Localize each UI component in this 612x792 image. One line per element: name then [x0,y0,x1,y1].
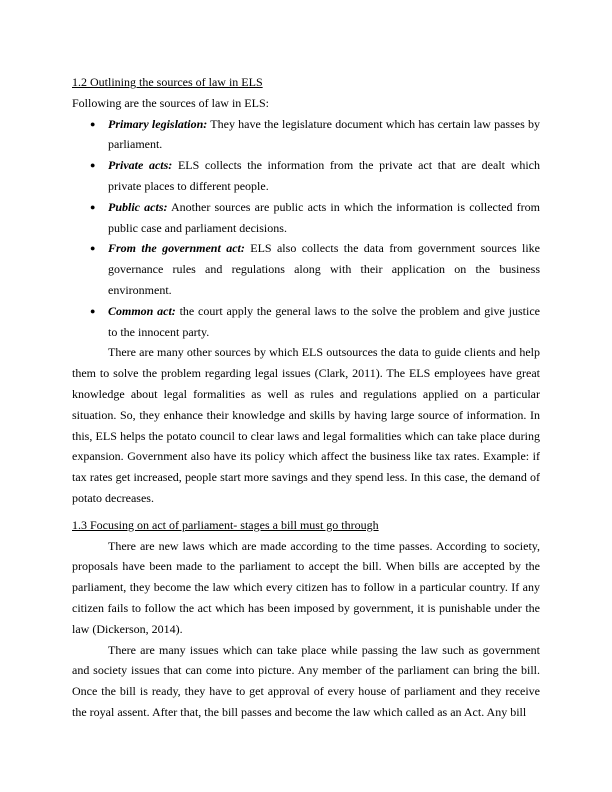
section-heading-1-3: 1.3 Focusing on act of parliament- stages a bill must go through [72,517,379,532]
section-intro: Following are the sources of law in ELS: [72,95,269,110]
sources-list [72,114,540,343]
list-item-term: Public acts: [108,199,168,214]
list-item-term: From the government act: [108,241,245,256]
list-item-text: Another sources are public acts in which the information is collected from public case and parliament decisions. [108,199,541,235]
document-page [72,72,540,723]
list-item-term: Private acts: [108,158,173,173]
body-paragraph: There are new laws which are made according to the time passes. According to society, proposals have been made to the parliament to accept the bill. When bills are accepted by the parliament, they become the law which every citizen has to follow in a particular country. If any citizen fails to follow the act which has been imposed by government, it is punishable under the law (Dickerson, 2014). [72,538,540,636]
bullet-icon: ● [90,243,96,254]
list-item [72,238,540,300]
list-item-term: Primary legislation: [108,116,208,131]
list-item-text: ELS collects the information from the private act that are dealt which private places to different people. [108,158,540,193]
bullet-icon: ● [90,305,96,316]
bullet-icon: ● [90,118,96,129]
list-item [72,197,540,239]
list-item-text: They have the legislature document which has certain law passes by parliament. [108,116,540,152]
body-paragraph: There are many issues which can take place while passing the law such as government and society issues that can come into picture. Any member of the parliament can bring the bill. Once the bill is ready, they have to get approval of every house of parliament and they receive the royal assent. After that, the bill passes and become the law which called as an Act. Any bill [72,642,540,719]
list-item [72,114,540,156]
bullet-icon: ● [90,201,96,212]
list-item [72,155,540,197]
list-item-text: ELS also collects the data from government sources like governance rules and regulations along with their application on the business environment. [108,241,540,297]
section-heading-1-2: 1.2 Outlining the sources of law in ELS [72,75,263,89]
list-item [72,301,540,343]
bullet-icon: ● [90,160,96,171]
list-item-text: the court apply the general laws to the solve the problem and give justice to the innocent party. [108,303,540,339]
list-item-term: Common act: [108,303,176,318]
body-paragraph: There are many other sources by which ELS outsources the data to guide clients and help them to solve the problem regarding legal issues (Clark, 2011). The ELS employees have great knowledge about legal formalities as well as rules and regulations applied on a particular situation. So, they enhance their knowledge and skills by having large source of information. In this, ELS helps the potato council to clear laws and legal formalities which can take place during expansion. Government also have its policy which affect the business like tax rates. Example: if tax rates get increased, people start more savings and they spend less. In this case, the demand of potato decreases. [72,345,540,505]
